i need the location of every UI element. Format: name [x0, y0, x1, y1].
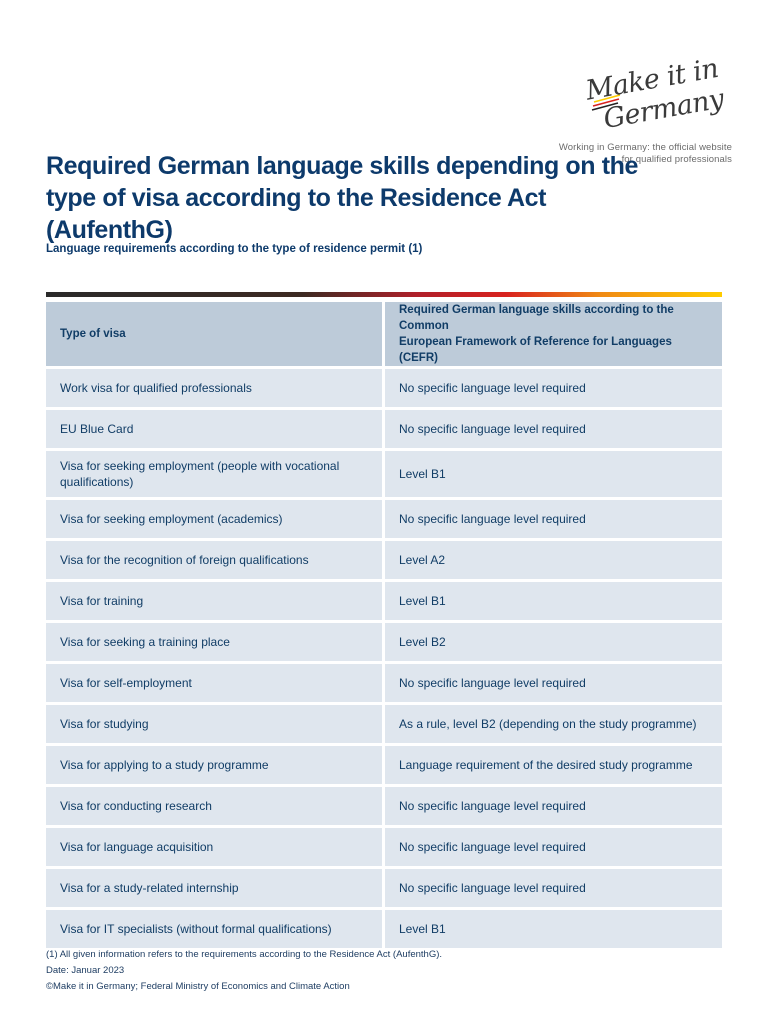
visa-type-cell: Visa for IT specialists (without formal qualifications)	[46, 910, 385, 948]
table-row	[46, 500, 722, 538]
footnote-copyright: ©Make it in Germany; Federal Ministry of Economics and Climate Action	[46, 981, 350, 992]
visa-type-cell: Visa for training	[46, 582, 385, 620]
visa-type-cell	[46, 451, 385, 497]
logo-tagline-line2: for qualified professionals	[621, 154, 732, 165]
requirement-cell: As a rule, level B2 (depending on the study programme)	[385, 705, 722, 743]
visa-type-cell: Visa for seeking employment (academics)	[46, 500, 385, 538]
requirement-cell: Level B1	[385, 451, 722, 497]
table-row	[46, 541, 722, 579]
visa-type-cell: Visa for the recognition of foreign qualifications	[46, 541, 385, 579]
table-row	[46, 828, 722, 866]
visa-type-cell: Visa for studying	[46, 705, 385, 743]
logo[interactable]	[532, 52, 732, 166]
page-title-line2: type of visa according to the Residence Act (AufenthG)	[46, 184, 547, 244]
visa-type-cell-line2: qualifications)	[60, 475, 134, 489]
table-row	[46, 410, 722, 448]
header-type-of-visa: Type of visa	[46, 302, 385, 366]
header-required-skills-line1: Required German language skills according to the Common	[399, 304, 674, 332]
visa-type-cell: Work visa for qualified professionals	[46, 369, 385, 407]
table-row	[46, 623, 722, 661]
visa-type-cell: Visa for conducting research	[46, 787, 385, 825]
header-required-skills	[385, 302, 722, 366]
visa-type-cell: Visa for a study-related internship	[46, 869, 385, 907]
table-row	[46, 869, 722, 907]
table-row	[46, 451, 722, 497]
requirement-cell: Level B1	[385, 910, 722, 948]
requirement-cell: No specific language level required	[385, 828, 722, 866]
logo-tagline-line1: Working in Germany: the official website	[558, 142, 732, 153]
requirement-cell: Level A2	[385, 541, 722, 579]
table-row	[46, 910, 722, 948]
page-subtitle: Language requirements according to the type of residence permit (1)	[46, 243, 423, 255]
requirement-cell: Level B1	[385, 582, 722, 620]
color-gradient-rule	[46, 292, 722, 297]
requirement-cell: Level B2	[385, 623, 722, 661]
page-title-line1: Required German language skills depending on the	[46, 152, 639, 180]
visa-type-cell: Visa for applying to a study programme	[46, 746, 385, 784]
logo-wordmark: Make it in Germany	[583, 52, 726, 136]
requirement-cell: No specific language level required	[385, 410, 722, 448]
visa-type-cell-line1: Visa for seeking employment (people with vocational	[60, 459, 340, 473]
footnote-date: Date: Januar 2023	[46, 965, 125, 976]
visa-type-cell: EU Blue Card	[46, 410, 385, 448]
footnote-residence-act: (1) All given information refers to the requirements according to the Residence Act (AufenthG).	[46, 949, 443, 960]
visa-language-table	[46, 299, 722, 951]
table-row	[46, 705, 722, 743]
header-required-skills-line2: European Framework of Reference for Languages (CEFR)	[399, 336, 672, 364]
table-row	[46, 746, 722, 784]
visa-type-cell: Visa for self-employment	[46, 664, 385, 702]
visa-type-cell: Visa for language acquisition	[46, 828, 385, 866]
table-row	[46, 664, 722, 702]
visa-type-cell: Visa for seeking a training place	[46, 623, 385, 661]
page-title	[46, 150, 646, 246]
table-row	[46, 369, 722, 407]
table-row	[46, 787, 722, 825]
requirement-cell: No specific language level required	[385, 787, 722, 825]
table-row	[46, 582, 722, 620]
requirement-cell: No specific language level required	[385, 369, 722, 407]
requirement-cell: No specific language level required	[385, 869, 722, 907]
requirement-cell: No specific language level required	[385, 500, 722, 538]
requirement-cell: Language requirement of the desired study programme	[385, 746, 722, 784]
requirement-cell: No specific language level required	[385, 664, 722, 702]
table-header-row	[46, 302, 722, 366]
footnotes	[46, 947, 442, 995]
